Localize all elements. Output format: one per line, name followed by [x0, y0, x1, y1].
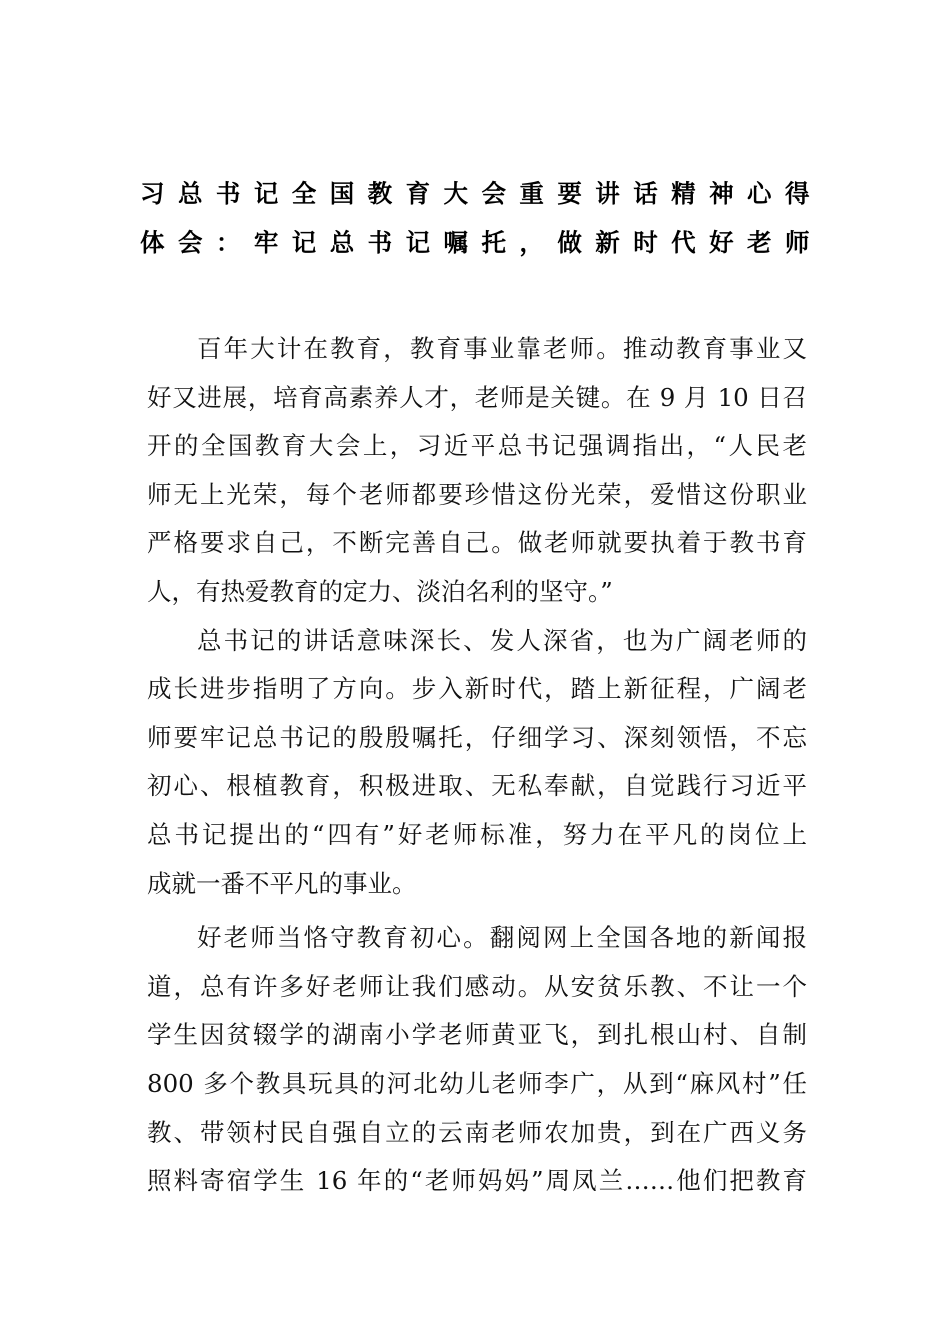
document-title [140, 170, 810, 267]
text-line: 师要牢记总书记的殷殷嘱托，仔细学习、深刻领悟，不忘 [147, 722, 807, 752]
paragraph-1 [147, 325, 807, 617]
paragraph-3 [147, 914, 807, 1206]
text-line: 成长进步指明了方向。步入新时代，踏上新征程，广阔老 [147, 674, 807, 704]
document-body [147, 325, 807, 1206]
text-line: 师无上光荣，每个老师都要珍惜这份光荣，爱惜这份职业 [147, 479, 807, 509]
text-line: 总书记提出的“四有”好老师标准，努力在平凡的岗位上 [147, 819, 807, 849]
text-line: 人，有热爱教育的定力、淡泊名利的坚守。” [147, 576, 613, 606]
text-line: 成就一番不平凡的事业。 [147, 868, 417, 898]
text-line: 教、带领村民自强自立的云南老师农加贵，到在广西义务 [147, 1117, 807, 1147]
text-line: 800 多个教具玩具的河北幼儿老师李广，从到“麻风村”任 [147, 1068, 807, 1098]
title-line: 习总书记全国教育大会重要讲话精神心得 [140, 179, 810, 208]
paragraph-2 [147, 617, 807, 909]
text-line: 初心、根植教育，积极进取、无私奉献，自觉践行习近平 [147, 771, 807, 801]
text-line: 学生因贫辍学的湖南小学老师黄亚飞，到扎根山村、自制 [147, 1020, 807, 1050]
text-line: 好老师当恪守教育初心。翻阅网上全国各地的新闻报 [197, 923, 807, 953]
title-line: 体会：牢记总书记嘱托，做新时代好老师 [140, 227, 810, 257]
text-line: 开的全国教育大会上，习近平总书记强调指出，“人民老 [147, 431, 807, 461]
text-line: 照料寄宿学生 16 年的“老师妈妈”周凤兰……他们把教育 [147, 1166, 807, 1196]
text-line: 好又进展，培育高素养人才，老师是关键。在 9 月 10 日召 [147, 382, 807, 412]
text-line: 总书记的讲话意味深长、发人深省，也为广阔老师的 [197, 625, 807, 655]
text-line: 道，总有许多好老师让我们感动。从安贫乐教、不让一个 [147, 971, 807, 1001]
text-line: 严格要求自己，不断完善自己。做老师就要执着于教书育 [147, 528, 807, 558]
text-line: 百年大计在教育，教育事业靠老师。推动教育事业又 [197, 334, 807, 363]
